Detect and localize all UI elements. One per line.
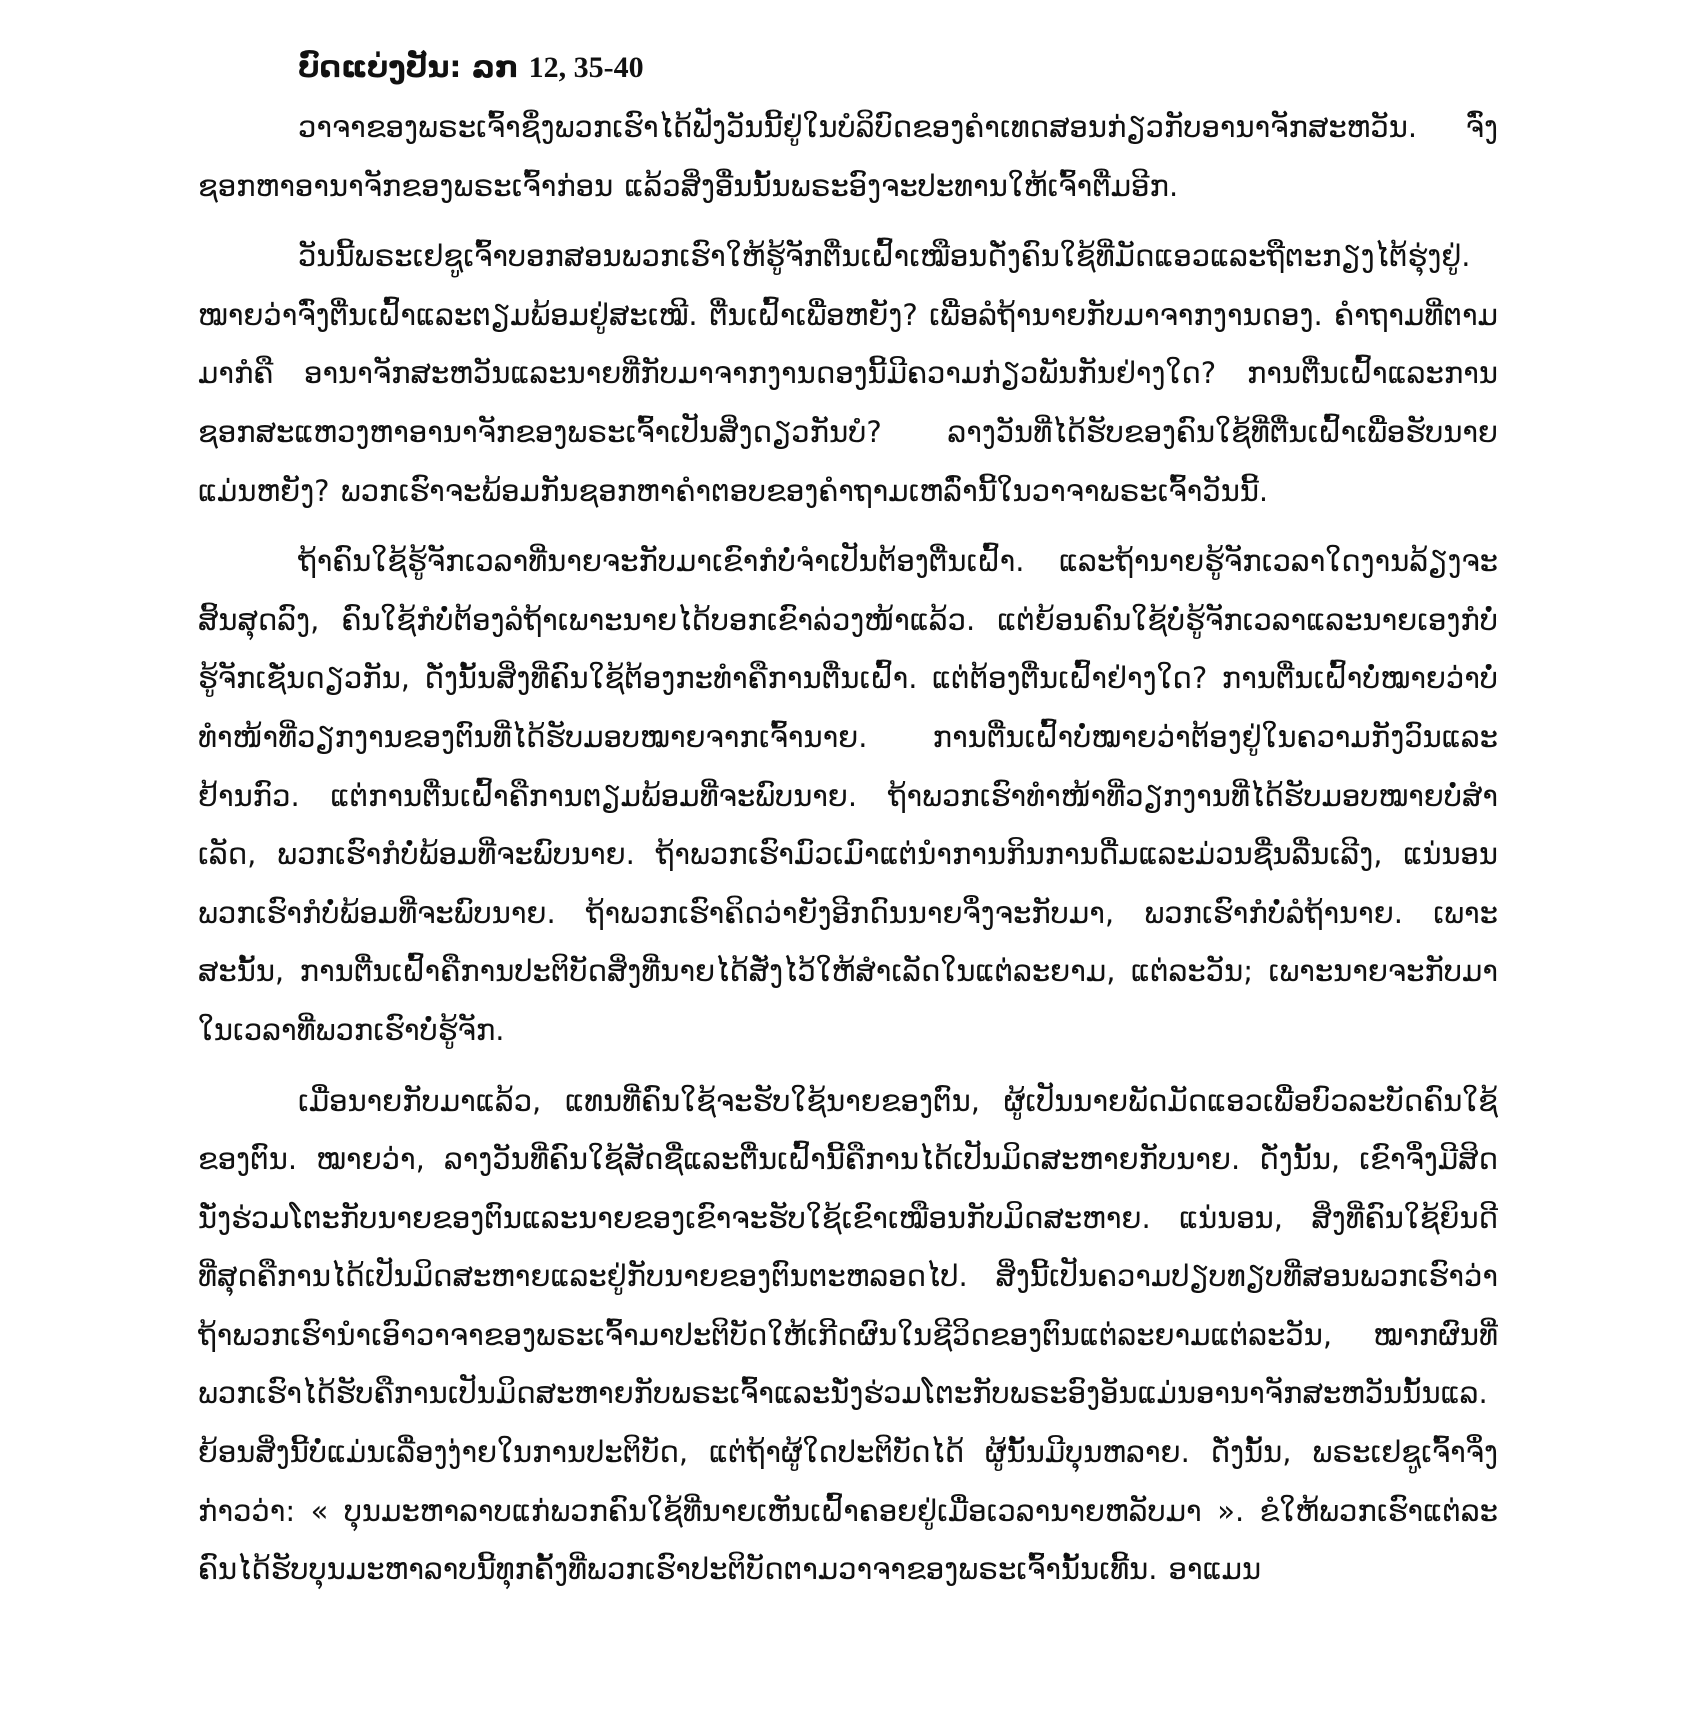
document-page — [198, 40, 1498, 1611]
paragraph-1: ວາຈາຂອງພຣະເຈົ້າຊຶ່ງພວກເຮົາໄດ້ຟັງວັນນີ້ຢູ່ໃນບໍລິບົດຂອງຄໍາເທດສອນກ່ຽວກັບອານາຈັກສະຫວັນ. ຈົ່ງຊອກຫາອານາຈັກຂອງພຣະເຈົ້າກ່ອນ ແລ້ວສິ່ງອື່ນນັ້ນພຣະອົງຈະປະທານໃຫ້ເຈົ້າຕື່ມອີກ. — [198, 110, 1498, 203]
paragraph-4: ເມື່ອນາຍກັບມາແລ້ວ, ແທນທີ່ຄົນໃຊ້ຈະຮັບໃຊ້ນາຍຂອງຕົນ, ຜູ້ເປັນນາຍພັດມັດແອວເພື່ອບົວລະບັດຄົນໃຊ້ຂອງຕົນ. ໝາຍວ່າ, ລາງວັນທີ່ຄົນໃຊ້ສັດຊື່ແລະຕື່ນເຝົ້ານີ້ຄືການໄດ້ເປັນມິດສະຫາຍກັບນາຍ. ດັ່ງນັ້ນ, ເຂົາຈຶ່ງມີສິດນັ່ງຮ່ວມໂຕະກັບນາຍຂອງຕົນແລະນາຍຂອງເຂົາຈະຮັບໃຊ້ເຂົາເໝືອນກັບມິດສະຫາຍ. ແນ່ນອນ, ສິ່ງທີ່ຄົນໃຊ້ຍິນດີທີ່ສຸດຄືການໄດ້ເປັນມິດສະຫາຍແລະຢູ່ກັບນາຍຂອງຕົນຕະຫລອດໄປ. ສິ່ງນີ້ເປັນຄວາມປຽບທຽບທີ່ສອນພວກເຮົາວ່າ ຖ້າພວກເຮົານໍາເອົາວາຈາຂອງພຣະເຈົ້າມາປະຕິບັດໃຫ້ເກີດຜົນໃນຊີວິດຂອງຕົນແຕ່ລະຍາມແຕ່ລະວັນ, ໝາກຜົນທີ່ພວກເຮົາໄດ້ຮັບຄືການເປັນມິດສະຫາຍກັບພຣະເຈົ້າແລະນັ່ງຮ່ວມໂຕະກັບພຣະອົງອັນແມ່ນອານາຈັກສະຫວັນນັ້ນແລ. ຍ້ອນສິ່ງນີ້ບໍ່ແມ່ນເລື່ອງງ່າຍໃນການປະຕິບັດ, ແຕ່ຖ້າຜູ້ໃດປະຕິບັດໄດ້ ຜູ້ນັ້ນມີບຸນຫລາຍ. ດັ່ງນັ້ນ, ພຣະເຢຊູເຈົ້າຈຶ່ງກ່າວວ່າ: « ບຸນມະຫາລາບແກ່ພວກຄົນໃຊ້ທີ່ນາຍເຫັນເຝົ້າຄອຍຢູ່ເມື່ອເວລານາຍຫລັບມາ ». ຂໍໃຫ້ພວກເຮົາແຕ່ລະຄົນໄດ້ຮັບບຸນມະຫາລາບນີ້ທຸກຄັ້ງທີ່ພວກເຮົາປະຕິບັດຕາມວາຈາຂອງພຣະເຈົ້ານັ້ນເທີ້ນ. ອາແມນ — [198, 1083, 1498, 1587]
paragraph-2: ວັນນີ້ພຣະເຢຊູເຈົ້າບອກສອນພວກເຮົາໃຫ້ຮູ້ຈັກຕື່ນເຝົ້າເໝືອນດັ່ງຄົນໃຊ້ທີ່ມັດແອວແລະຖືຕະກຽງໄຕ້ຮຸ່ງຢູ່. ໝາຍວ່າຈົ່ງຕື່ນເຝົ້າແລະຕຽມພ້ອມຢູ່ສະເໝີ. ຕື່ນເຝົ້າເພື່ອຫຍັງ? ເພື່ອລໍຖ້ານາຍກັບມາຈາກງານດອງ. ຄໍາຖາມທີ່ຕາມມາກໍຄື ອານາຈັກສະຫວັນແລະນາຍທີ່ກັບມາຈາກງານດອງນີ້ມີຄວາມກ່ຽວພັນກັນຢ່າງໃດ? ການຕື່ນເຝົ້າແລະການຊອກສະແຫວງຫາອານາຈັກຂອງພຣະເຈົ້າເປັນສິ່ງດຽວກັນບໍ? ລາງວັນທີ່ໄດ້ຮັບຂອງຄົນໃຊ້ທີ່ຕື່ນເຝົ້າເພື່ອຮັບນາຍແມ່ນຫຍັງ? ພວກເຮົາຈະພ້ອມກັນຊອກຫາຄໍາຕອບຂອງຄໍາຖາມເຫລົ່ານີ້ໃນວາຈາພຣະເຈົ້າວັນນີ້. — [198, 239, 1498, 508]
scripture-reference: 12, 35-40 — [528, 51, 644, 84]
paragraph-3: ຖ້າຄົນໃຊ້ຮູ້ຈັກເວລາທີ່ນາຍຈະກັບມາເຂົາກໍບໍ່ຈໍາເປັນຕ້ອງຕື່ນເຝົ້າ. ແລະຖ້ານາຍຮູ້ຈັກເວລາໃດງານລ້ຽງຈະສິ້ນສຸດລົງ, ຄົນໃຊ້ກໍບໍ່ຕ້ອງລໍຖ້າເພາະນາຍໄດ້ບອກເຂົາລ່ວງໜ້າແລ້ວ. ແຕ່ຍ້ອນຄົນໃຊ້ບໍ່ຮູ້ຈັກເວລາແລະນາຍເອງກໍບໍ່ຮູ້ຈັກເຊັ່ນດຽວກັນ, ດັ່ງນັ້ນສິ່ງທີ່ຄົນໃຊ້ຕ້ອງກະທໍາຄືການຕື່ນເຝົ້າ. ແຕ່ຕ້ອງຕື່ນເຝົ້າຢ່າງໃດ? ການຕື່ນເຝົ້າບໍ່ໝາຍວ່າບໍ່ທໍາໜ້າທີ່ວຽກງານຂອງຕົນທີ່ໄດ້ຮັບມອບໝາຍຈາກເຈົ້ານາຍ. ການຕື່ນເຝົ້າບໍ່ໝາຍວ່າຕ້ອງຢູ່ໃນຄວາມກັງວົນແລະຢ້ານກົວ. ແຕ່ການຕື່ນເຝົ້າຄືການຕຽມພ້ອມທີ່ຈະພົບນາຍ. ຖ້າພວກເຮົາທໍາໜ້າທີ່ວຽກງານທີ່ໄດ້ຮັບມອບໝາຍບໍ່ສໍາເລັດ, ພວກເຮົາກໍບໍ່ພ້ອມທີ່ຈະພົບນາຍ. ຖ້າພວກເຮົາມົວເມົາແຕ່ນໍາການກິນການດື່ມແລະມ່ວນຊື່ນລື່ນເລີງ, ແນ່ນອນພວກເຮົາກໍບໍ່ພ້ອມທີ່ຈະພົບນາຍ. ຖ້າພວກເຮົາຄິດວ່າຍັງອີກດົນນາຍຈຶ່ງຈະກັບມາ, ພວກເຮົາກໍບໍ່ລໍຖ້ານາຍ. ເພາະສະນັ້ນ, ການຕື່ນເຝົ້າຄືການປະຕິບັດສິ່ງທີ່ນາຍໄດ້ສັ່ງໄວ້ໃຫ້ສໍາເລັດໃນແຕ່ລະຍາມ, ແຕ່ລະວັນ; ເພາະນາຍຈະກັບມາໃນເວລາທີ່ພວກເຮົາບໍ່ຮູ້ຈັກ. — [198, 544, 1498, 1047]
sermon-heading — [198, 40, 1498, 96]
heading-label: ບົດແບ່ງປັນ: ລກ — [298, 50, 519, 85]
